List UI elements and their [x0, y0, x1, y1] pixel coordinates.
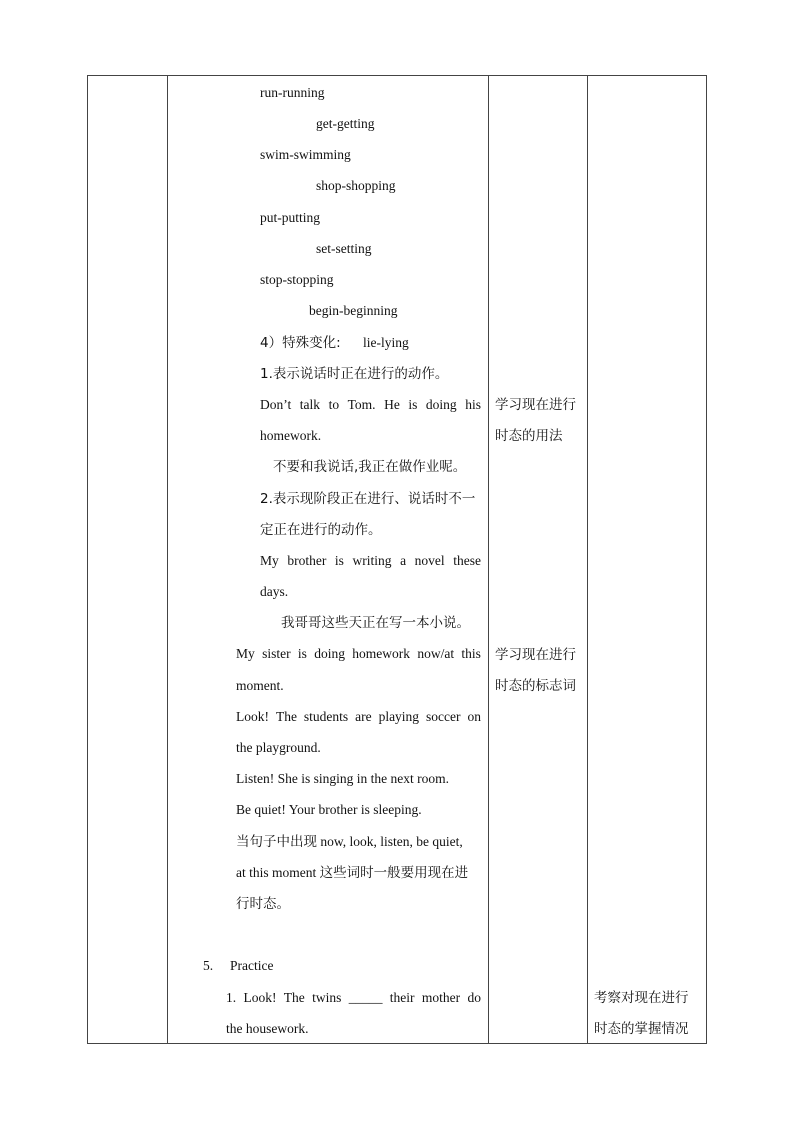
example-1-line-2: homework.: [260, 428, 322, 443]
remark-1-line-1: 考察对现在进行: [594, 990, 689, 1006]
signal-example-3: Listen! She is singing in the next room.: [236, 771, 449, 786]
table-top-border: [87, 75, 707, 76]
example-2-line-1: My brother is writing a novel these: [260, 553, 481, 568]
table-col-border-4: [587, 75, 588, 1044]
remark-1-line-2: 时态的掌握情况: [594, 1021, 689, 1037]
purpose-1-line-2: 时态的用法: [495, 428, 563, 444]
example-2-line-2: days.: [260, 584, 289, 599]
spelling-pair: begin-beginning: [309, 303, 398, 318]
table-col-border-3: [488, 75, 489, 1044]
usage-2-line-2: 定正在进行的动作。: [260, 522, 382, 538]
signal-example-1-line-2: moment.: [236, 678, 284, 693]
note-line-1: 当句子中出现 now, look, listen, be quiet,: [236, 834, 463, 850]
practice-question-1-line-2: the housework.: [226, 1021, 309, 1036]
note-line-3: 行时态。: [236, 896, 290, 912]
spelling-pair: stop-stopping: [260, 272, 334, 287]
signal-example-1-line-1: My sister is doing homework now/at this: [236, 646, 481, 661]
spelling-pair: run-running: [260, 85, 325, 100]
example-1-chinese: 不要和我说话,我正在做作业呢。: [273, 459, 467, 475]
purpose-2-line-1: 学习现在进行: [495, 647, 576, 663]
purpose-2-line-2: 时态的标志词: [495, 678, 576, 694]
example-1-line-1: Don’t talk to Tom. He is doing his: [260, 397, 481, 412]
table-col-border-1: [87, 75, 88, 1044]
usage-1: 1.表示说话时正在进行的动作。: [260, 366, 449, 382]
practice-number: 5.: [203, 958, 214, 973]
spelling-pair: get-getting: [316, 116, 375, 131]
signal-example-2-line-1: Look! The students are playing soccer on: [236, 709, 481, 724]
example-2-chinese: 我哥哥这些天正在写一本小说。: [281, 615, 470, 631]
spelling-pair: put-putting: [260, 210, 320, 225]
spelling-pair: set-setting: [316, 241, 372, 256]
special-change-value: lie-lying: [363, 335, 409, 350]
signal-example-4: Be quiet! Your brother is sleeping.: [236, 802, 422, 817]
table-bottom-border: [87, 1043, 707, 1044]
signal-example-2-line-2: the playground.: [236, 740, 321, 755]
practice-question-1-line-1: 1. Look! The twins _____ their mother do: [226, 990, 481, 1005]
purpose-1-line-1: 学习现在进行: [495, 397, 576, 413]
spelling-pair: shop-shopping: [316, 178, 396, 193]
special-change-label: 4）特殊变化:: [260, 335, 341, 351]
table-col-border-2: [167, 75, 168, 1044]
note-line-2: at this moment 这些词时一般要用现在进: [236, 865, 469, 881]
spelling-pair: swim-swimming: [260, 147, 351, 162]
practice-heading: Practice: [230, 958, 274, 973]
usage-2-line-1: 2.表示现阶段正在进行、说话时不一: [260, 491, 476, 507]
table-col-border-5: [706, 75, 707, 1044]
